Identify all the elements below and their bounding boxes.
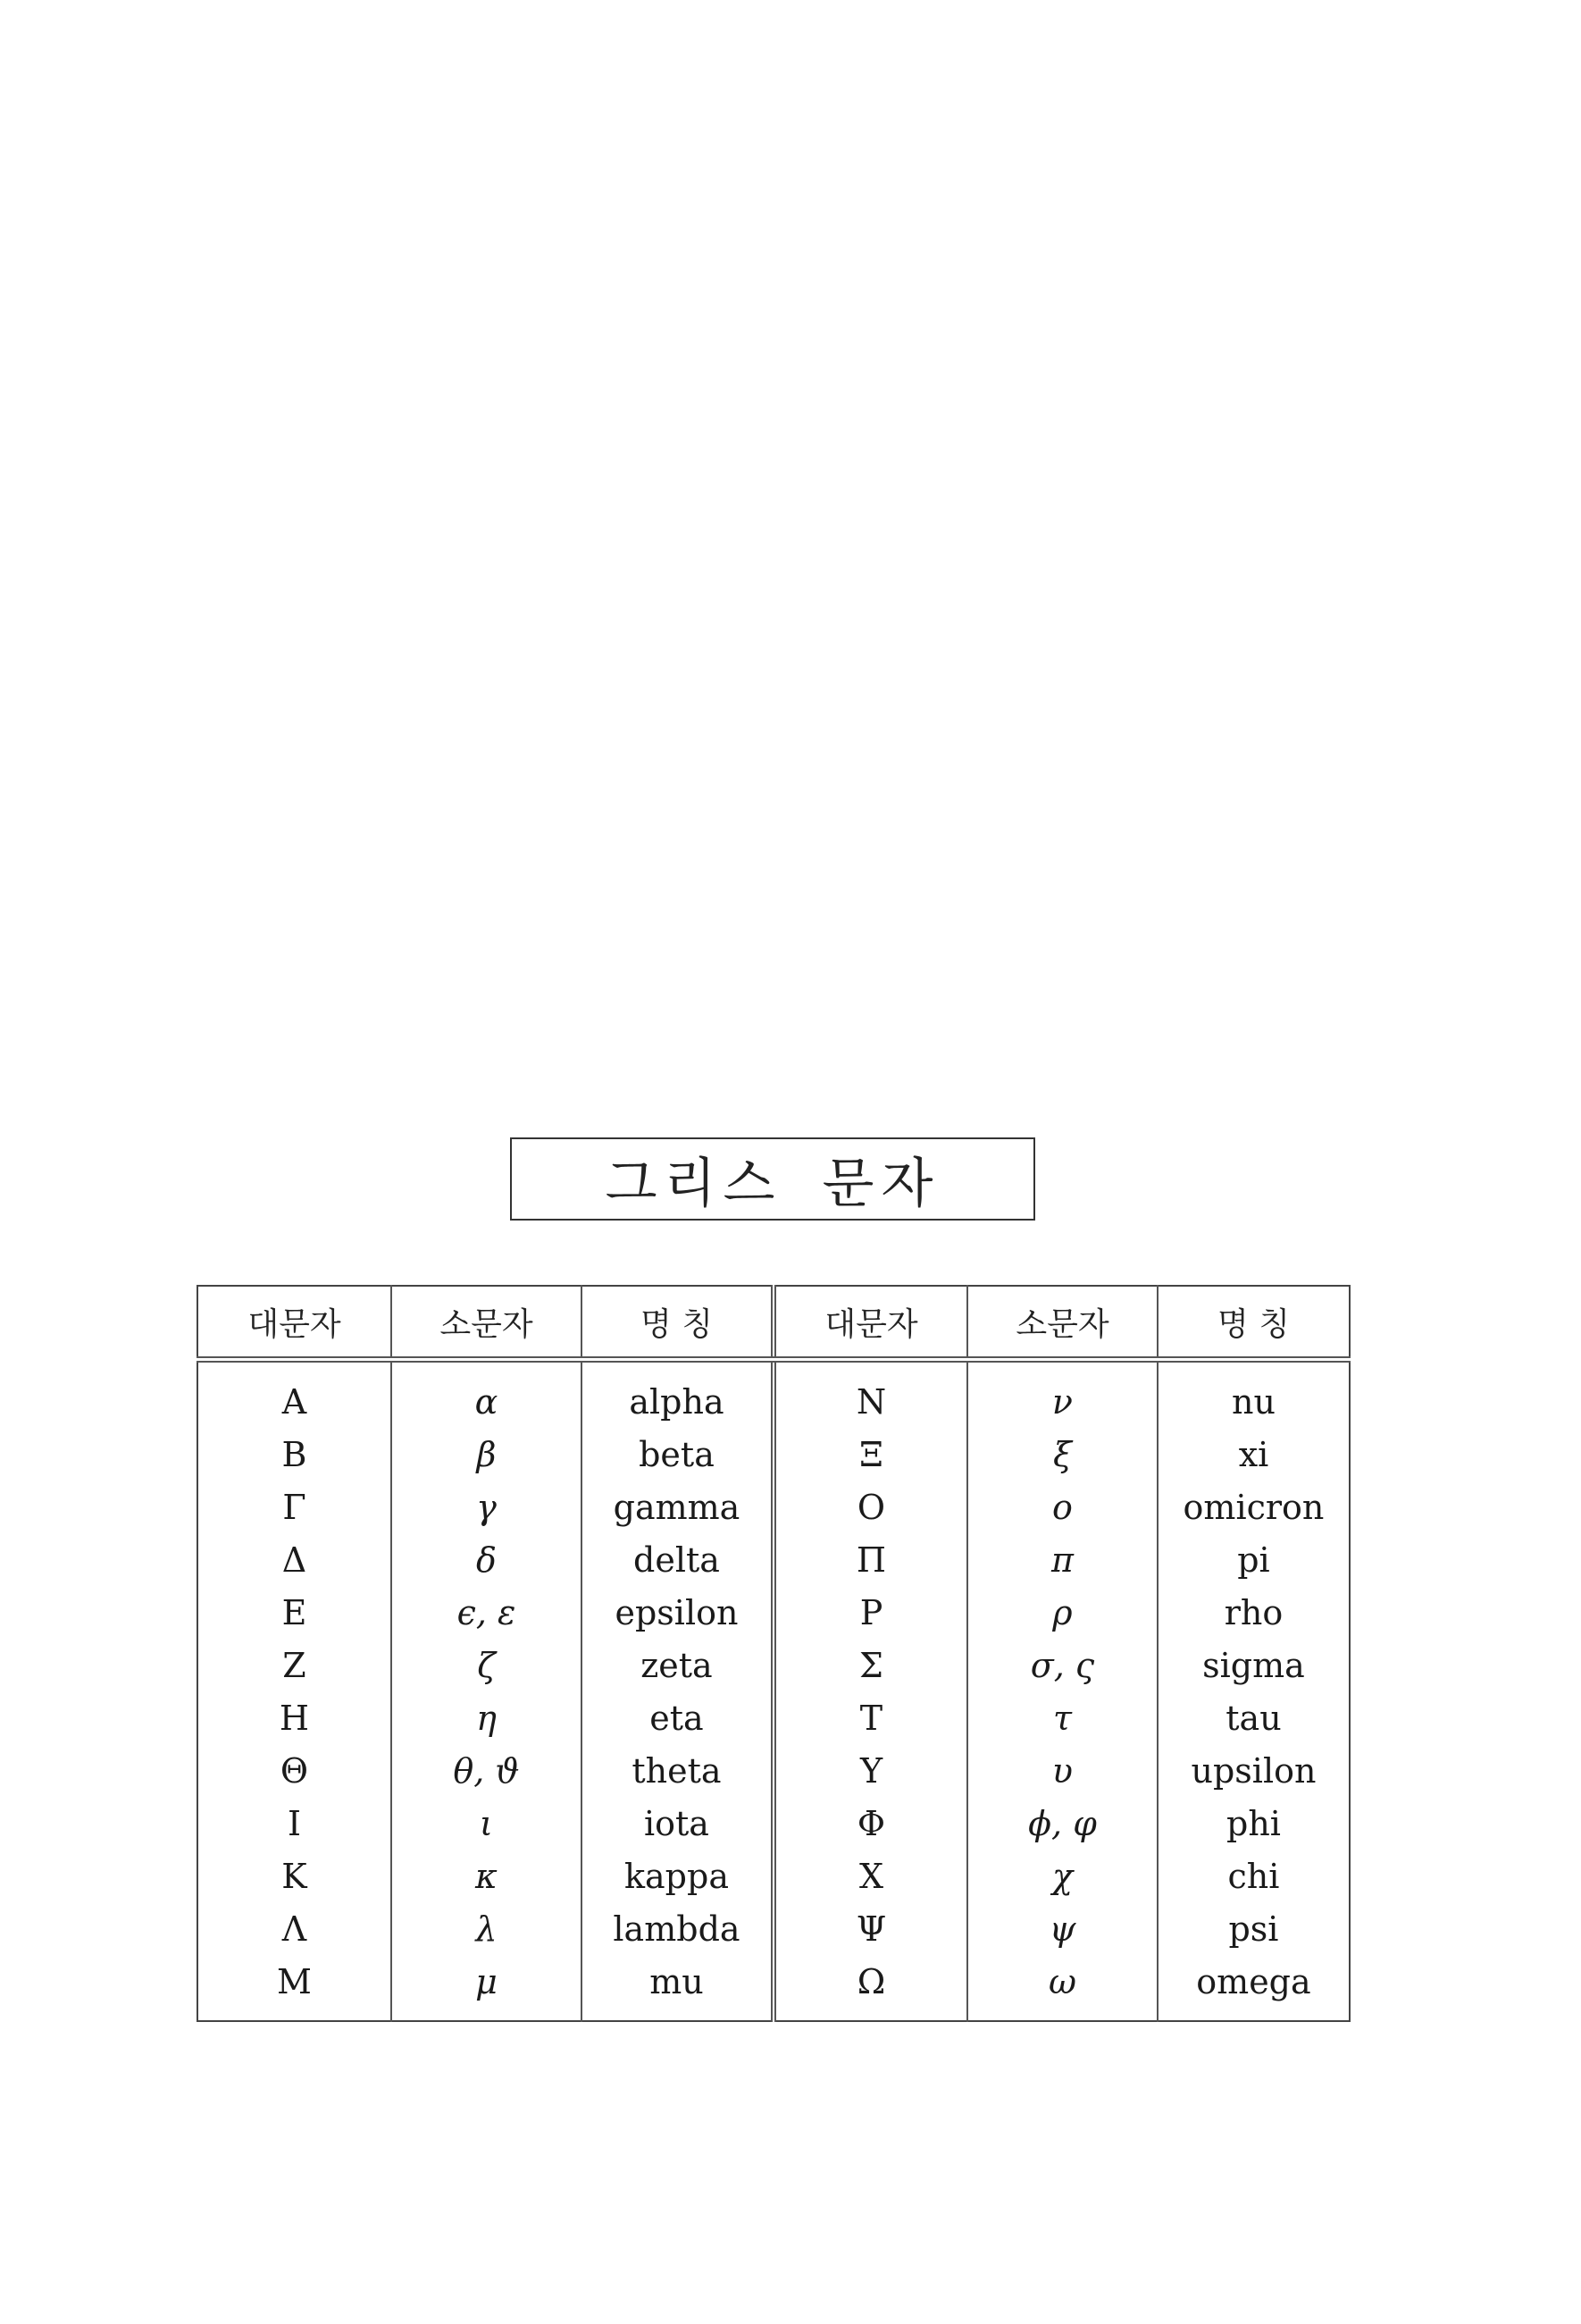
table-row bbox=[197, 1639, 1350, 1691]
lowercase-cell: ω bbox=[967, 1955, 1158, 2021]
lowercase-cell: ϵ, ε bbox=[391, 1586, 581, 1639]
header-row bbox=[197, 1286, 1350, 1360]
table-row bbox=[197, 1902, 1350, 1955]
lowercase-cell: θ, ϑ bbox=[391, 1744, 581, 1797]
letter-name-cell: eta bbox=[581, 1691, 774, 1744]
letter-name-cell: xi bbox=[1158, 1428, 1350, 1481]
letter-name-cell: sigma bbox=[1158, 1639, 1350, 1691]
lowercase-cell: ζ bbox=[391, 1639, 581, 1691]
lowercase-cell: δ bbox=[391, 1533, 581, 1586]
lowercase-cell: μ bbox=[391, 1955, 581, 2021]
letter-name-cell: kappa bbox=[581, 1850, 774, 1902]
header-lowercase-left: 소문자 bbox=[391, 1286, 581, 1360]
page-title: 그리스 문자 bbox=[605, 1152, 941, 1215]
uppercase-cell: Φ bbox=[774, 1797, 967, 1850]
lowercase-cell: β bbox=[391, 1428, 581, 1481]
lowercase-cell: ρ bbox=[967, 1586, 1158, 1639]
table-row bbox=[197, 1533, 1350, 1586]
lowercase-cell: ν bbox=[967, 1360, 1158, 1429]
letter-name-cell: iota bbox=[581, 1797, 774, 1850]
letter-name-cell: upsilon bbox=[1158, 1744, 1350, 1797]
uppercase-cell: M bbox=[277, 1961, 312, 2001]
letter-name-cell: epsilon bbox=[581, 1586, 774, 1639]
uppercase-cell: Λ bbox=[281, 1909, 307, 1949]
lowercase-cell: λ bbox=[391, 1902, 581, 1955]
letter-name-cell: chi bbox=[1158, 1850, 1350, 1902]
uppercase-cell: Υ bbox=[774, 1744, 967, 1797]
uppercase-cell: Ω bbox=[774, 1955, 967, 2021]
table-row bbox=[197, 1481, 1350, 1533]
header-uppercase-left: 대문자 bbox=[197, 1286, 391, 1360]
lowercase-cell: υ bbox=[967, 1744, 1158, 1797]
uppercase-cell: Γ bbox=[282, 1487, 306, 1527]
uppercase-cell: P bbox=[774, 1586, 967, 1639]
letter-name-cell: lambda bbox=[581, 1902, 774, 1955]
lowercase-cell: η bbox=[391, 1691, 581, 1744]
lowercase-cell: σ, ς bbox=[967, 1639, 1158, 1691]
letter-name-cell: theta bbox=[581, 1744, 774, 1797]
letter-name-cell: nu bbox=[1158, 1360, 1350, 1429]
uppercase-cell: T bbox=[774, 1691, 967, 1744]
lowercase-cell: α bbox=[391, 1360, 581, 1429]
letter-name-cell: alpha bbox=[581, 1360, 774, 1429]
header-lowercase-right: 소문자 bbox=[967, 1286, 1158, 1360]
uppercase-cell: E bbox=[281, 1592, 307, 1632]
header-uppercase-right: 대문자 bbox=[774, 1286, 967, 1360]
uppercase-cell: I bbox=[287, 1803, 301, 1843]
letter-name-cell: psi bbox=[1158, 1902, 1350, 1955]
letter-name-cell: pi bbox=[1158, 1533, 1350, 1586]
uppercase-cell: Ψ bbox=[774, 1902, 967, 1955]
table-row bbox=[197, 1691, 1350, 1744]
title-box bbox=[510, 1137, 1035, 1221]
letter-name-cell: delta bbox=[581, 1533, 774, 1586]
table-row bbox=[197, 1744, 1350, 1797]
lowercase-cell: o bbox=[967, 1481, 1158, 1533]
uppercase-cell: H bbox=[279, 1698, 310, 1738]
table-body bbox=[197, 1360, 1350, 2022]
lowercase-cell: χ bbox=[967, 1850, 1158, 1902]
uppercase-cell: Z bbox=[282, 1645, 306, 1685]
table-row bbox=[197, 1428, 1350, 1481]
table-row bbox=[197, 1586, 1350, 1639]
letter-name-cell: tau bbox=[1158, 1691, 1350, 1744]
uppercase-cell: K bbox=[281, 1856, 307, 1896]
uppercase-cell: Θ bbox=[280, 1750, 309, 1791]
header-name-right: 명 칭 bbox=[1158, 1286, 1350, 1360]
letter-name-cell: mu bbox=[581, 1955, 774, 2021]
lowercase-cell: ϕ, φ bbox=[967, 1797, 1158, 1850]
letter-name-cell: gamma bbox=[581, 1481, 774, 1533]
lowercase-cell: τ bbox=[967, 1691, 1158, 1744]
table-row bbox=[197, 1797, 1350, 1850]
uppercase-cell: N bbox=[774, 1360, 967, 1429]
lowercase-cell: ξ bbox=[967, 1428, 1158, 1481]
letter-name-cell: zeta bbox=[581, 1639, 774, 1691]
lowercase-cell: ι bbox=[391, 1797, 581, 1850]
uppercase-cell: X bbox=[774, 1850, 967, 1902]
table-row bbox=[197, 1955, 1350, 2021]
uppercase-cell: Δ bbox=[281, 1540, 307, 1580]
header-name-left: 명 칭 bbox=[581, 1286, 774, 1360]
lowercase-cell: π bbox=[967, 1533, 1158, 1586]
table-row bbox=[197, 1360, 1350, 1429]
greek-alphabet-table bbox=[197, 1285, 1351, 2022]
letter-name-cell: omega bbox=[1158, 1955, 1350, 2021]
lowercase-cell: γ bbox=[391, 1481, 581, 1533]
lowercase-cell: ψ bbox=[967, 1902, 1158, 1955]
letter-name-cell: rho bbox=[1158, 1586, 1350, 1639]
uppercase-cell: B bbox=[281, 1434, 307, 1474]
uppercase-cell: Ξ bbox=[774, 1428, 967, 1481]
lowercase-cell: κ bbox=[391, 1850, 581, 1902]
letter-name-cell: omicron bbox=[1158, 1481, 1350, 1533]
letter-name-cell: phi bbox=[1158, 1797, 1350, 1850]
uppercase-cell: Π bbox=[774, 1533, 967, 1586]
uppercase-cell: A bbox=[281, 1381, 307, 1422]
table-row bbox=[197, 1850, 1350, 1902]
letter-name-cell: beta bbox=[581, 1428, 774, 1481]
uppercase-cell: Σ bbox=[774, 1639, 967, 1691]
uppercase-cell: O bbox=[774, 1481, 967, 1533]
